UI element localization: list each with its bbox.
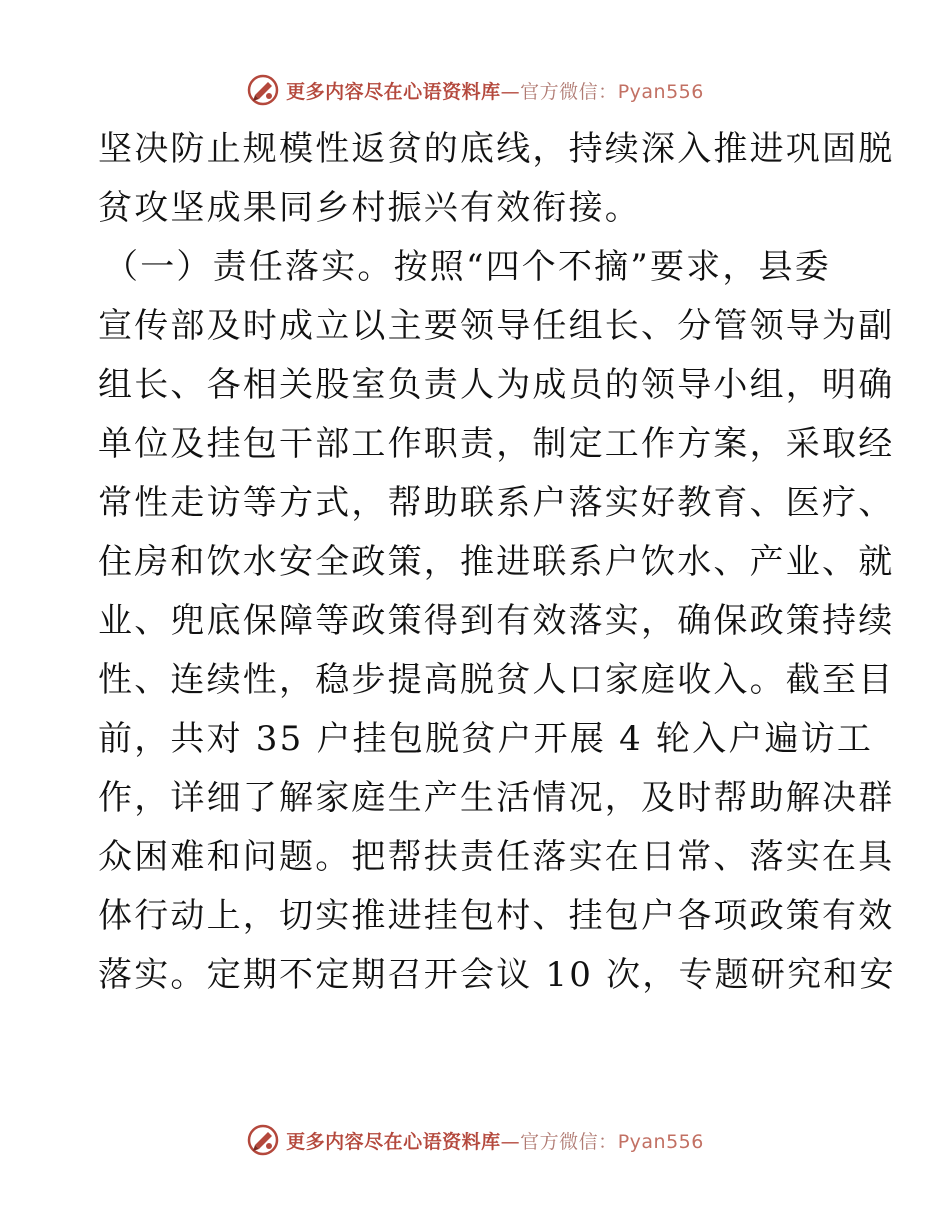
text-line: 常性走访等方式，帮助联系户落实好教育、医疗、	[98, 483, 895, 523]
text-line: 宣传部及时成立以主要领导任组长、分管领导为副	[98, 306, 895, 346]
brand-logo-icon	[246, 1123, 280, 1157]
text-line: 组长、各相关股室负责人为成员的领导小组，明确	[98, 365, 895, 405]
footer-watermark	[0, 1120, 950, 1160]
text-line: 贫攻坚成果同乡村振兴有效衔接。	[98, 188, 641, 228]
text-line: 业、兜底保障等政策得到有效落实，确保政策持续	[98, 601, 895, 641]
text-line: 落实。定期不定期召开会议 10 次，专题研究和安	[98, 955, 896, 995]
text-line: 前，共对 35 户挂包脱贫户开展 4 轮入户遍访工	[98, 719, 874, 759]
watermark-sub: 官方微信：	[520, 80, 618, 103]
watermark-main: 更多内容尽在心语资料库	[286, 1130, 501, 1153]
text-line: 坚决防止规模性返贫的底线，持续深入推进巩固脱	[98, 129, 895, 169]
text-line: 住房和饮水安全政策，推进联系户饮水、产业、就	[98, 542, 895, 582]
text-line: 众困难和问题。把帮扶责任落实在日常、落实在具	[98, 837, 895, 877]
watermark-id: Pyan556	[617, 1130, 704, 1153]
text-line: 单位及挂包干部工作职责，制定工作方案，采取经	[98, 424, 895, 464]
brand-logo-icon	[246, 73, 280, 107]
header-watermark	[0, 70, 950, 110]
watermark-dash: —	[500, 1130, 521, 1153]
watermark-sub: 官方微信：	[520, 1130, 618, 1153]
text-line: 性、连续性，稳步提高脱贫人口家庭收入。截至目	[98, 660, 895, 700]
text-line: 体行动上，切实推进挂包村、挂包户各项政策有效	[98, 896, 895, 936]
text-line: 作，详细了解家庭生产生活情况，及时帮助解决群	[98, 778, 895, 818]
watermark-text	[286, 1127, 704, 1154]
watermark-dash: —	[500, 80, 521, 103]
text-line: （一）责任落实。按照“四个不摘”要求，县委	[104, 247, 831, 287]
watermark-id: Pyan556	[617, 80, 704, 103]
watermark-main: 更多内容尽在心语资料库	[286, 80, 501, 103]
document-body	[98, 120, 896, 1005]
watermark-text	[286, 77, 704, 104]
